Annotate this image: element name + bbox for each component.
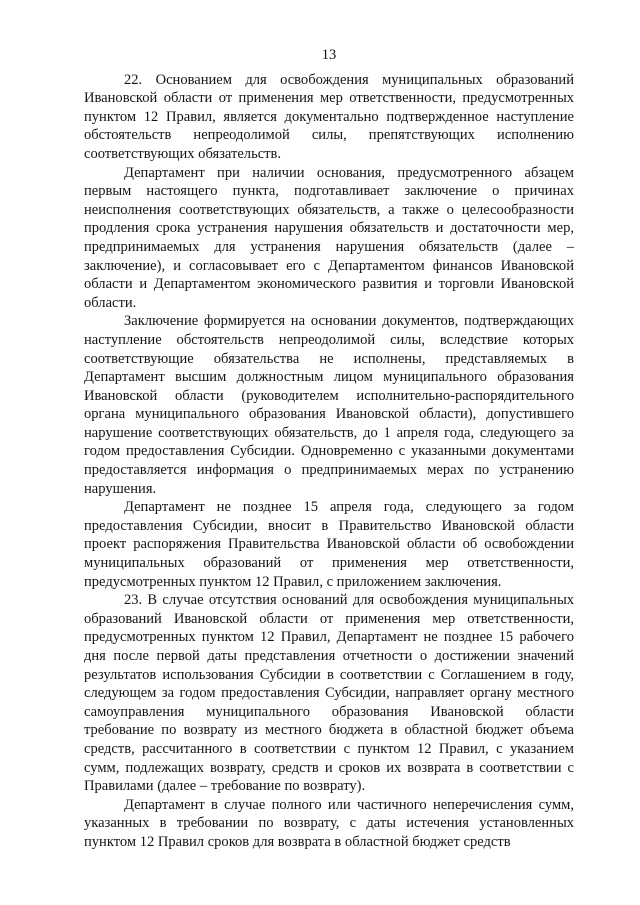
paragraph-conclusion-preparation: Департамент при наличии основания, предусмотренного абзацем первым настоящего пункта, подготавливает заключение о причинах неисполнения соответствующих обязательств, а также о целесообразности продления срока устранения нарушения обязательств и достаточности мер, предпринимаемых для устранения нарушения обязательств (далее – заключение), и согласовывает его с Департаментом финансов Ивановской области и Департаментом экономического развития и торговли Ивановской области. xyxy=(84,164,574,311)
paragraph-conclusion-basis: Заключение формируется на основании документов, подтверждающих наступление обстоятельств непреодолимой силы, вследствие которых соответствующие обязательства не исполнены, представляемых в Департамент высшим должностным лицом муниципального образования Ивановской области (руководителем исполнительно-распорядительного органа муниципального образования Ивановской области), допустившего нарушение соответствующих обязательств, до 1 апреля года, следующего за годом предоставления Субсидии. Одновременно с указанными документами предоставляется информация о предпринимаемых мерах по устранению нарушения. xyxy=(84,313,574,497)
paragraph-government-submission: Департамент не позднее 15 апреля года, следующего за годом предоставления Субсидии, вносит в Правительство Ивановской области проект распоряжения Правительства Ивановской области об освобождении муниципальных образований от применения мер ответственности, предусмотренных пунктом 12 Правил, с приложением заключения. xyxy=(84,499,574,590)
page-number: 13 xyxy=(321,47,337,63)
paragraph-23: 23. В случае отсутствия оснований для освобождения муниципальных образований Ивановской области от применения мер ответственности, предусмотренных пунктом 12 Правил, Департамент не позднее 15 рабочего дня после первой даты представления отчетности о достижении значений результатов использования Субсидии в соответствии с Соглашением в году, следующем за годом предоставления Субсидии, направляет органу местного самоуправления муниципального образования Ивановской области требование по возврату из местного бюджета в областной бюджет объема средств, рассчитанного в соответствии с пунктом 12 Правил, с указанием сумм, подлежащих возврату, средств и сроков их возврата в соответствии с Правилами (далее – требование по возврату). xyxy=(84,592,574,795)
paragraph-non-transfer: Департамент в случае полного или частичного неперечисления сумм, указанных в требовании по возврату, с даты истечения установленных пунктом 12 Правил сроков для возврата в областной бюджет средств xyxy=(84,796,574,850)
paragraph-22: 22. Основанием для освобождения муниципальных образований Ивановской области от применения мер ответственности, предусмотренных пунктом 12 Правил, является документально подтвержденное наступление обстоятельств непреодолимой силы, препятствующих исполнению соответствующих обязательств. xyxy=(84,71,574,162)
